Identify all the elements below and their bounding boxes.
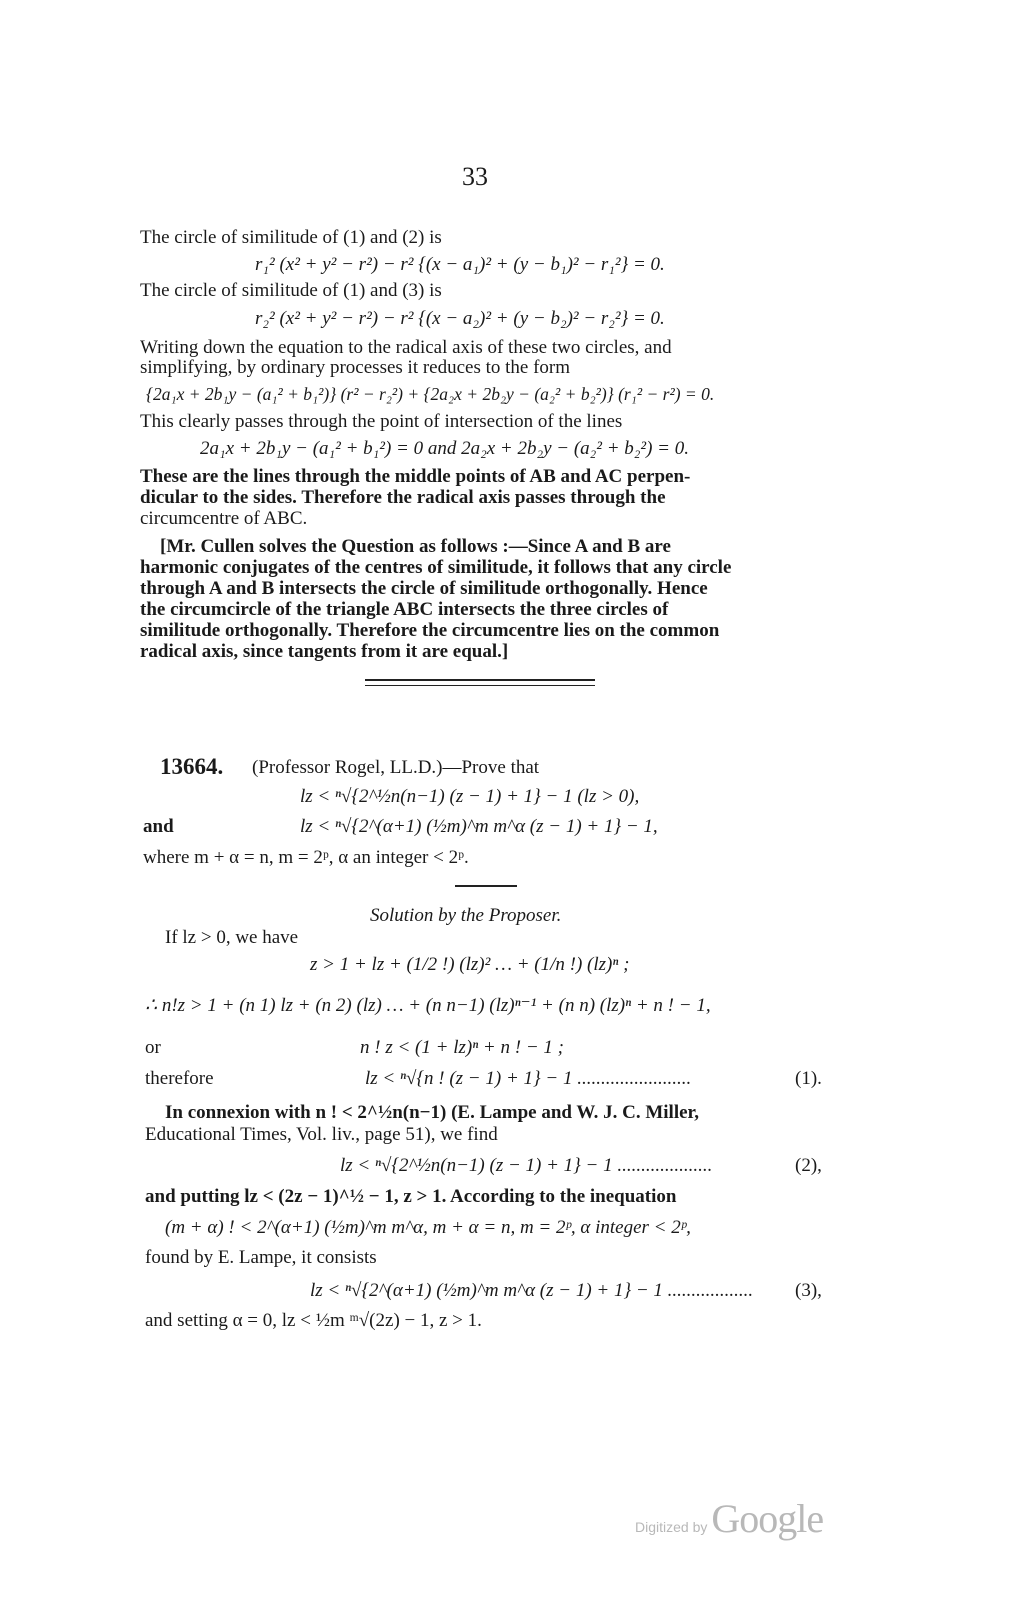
equation: lz < ⁿ√{2^(α+1) (½m)^m m^α (z − 1) + 1} − 1, bbox=[300, 816, 658, 837]
text-line: where m + α = n, m = 2ᵖ, α an integer < 2ᵖ. bbox=[143, 847, 469, 868]
equation: {2a₁x + 2b₁y − (a₁² + b₁²)} (r² − r₂²) + {2a₂x + 2b₂y − (a₂² + b₂²)} (r₁² − r²) = 0. bbox=[146, 384, 715, 404]
equation: ∴ n!z > 1 + (n 1) lz + (n 2) (lz) … + (n n−1) (lz)ⁿ⁻¹ + (n n) (lz)ⁿ + n ! − 1, bbox=[145, 995, 711, 1016]
equation: lz < ⁿ√{2^(α+1) (½m)^m m^α (z − 1) + 1} − 1 .................. bbox=[310, 1280, 754, 1301]
text-line: dicular to the sides. Therefore the radical axis passes through the bbox=[140, 487, 666, 508]
divider bbox=[455, 885, 517, 887]
equation: r₂² (x² + y² − r²) − r² {(x − a₂)² + (y − b₂)² − r₂²} = 0. bbox=[255, 308, 665, 329]
text-line: found by E. Lampe, it consists bbox=[145, 1247, 377, 1268]
solution-title: Solution by the Proposer. bbox=[370, 905, 562, 926]
question-number: 13664. bbox=[160, 754, 224, 779]
section-divider bbox=[365, 685, 595, 686]
page-number: 33 bbox=[462, 162, 488, 191]
section-divider bbox=[365, 679, 595, 681]
text-line: This clearly passes through the point of intersection of the lines bbox=[140, 411, 623, 432]
text-line: through A and B intersects the circle of similitude orthogonally. Hence bbox=[140, 578, 708, 599]
text-line: The circle of similitude of (1) and (3) is bbox=[140, 280, 442, 301]
equation-tag: (3), bbox=[795, 1280, 822, 1301]
text-line: radical axis, since tangents from it are equal.] bbox=[140, 641, 509, 662]
text-line: circumcentre of ABC. bbox=[140, 508, 308, 529]
text-line: the circumcircle of the triangle ABC intersects the three circles of bbox=[140, 599, 669, 620]
text-line: simplifying, by ordinary processes it reduces to the form bbox=[140, 357, 571, 378]
equation: lz < ⁿ√{n ! (z − 1) + 1} − 1 ........................ bbox=[365, 1068, 692, 1089]
equation: lz < ⁿ√{2^½n(n−1) (z − 1) + 1} − 1 .................... bbox=[340, 1155, 713, 1176]
equation: 2a₁x + 2b₁y − (a₁² + b₁²) = 0 and 2a₂x + 2b₂y − (a₂² + b₂²) = 0. bbox=[200, 438, 689, 459]
equation: z > 1 + lz + (1/2 !) (lz)² … + (1/n !) (lz)ⁿ ; bbox=[310, 954, 630, 975]
text-line: and bbox=[143, 816, 174, 837]
equation: r₁² (x² + y² − r²) − r² {(x − a₁)² + (y − b₁)² − r₁²} = 0. bbox=[255, 254, 665, 275]
text-line: If lz > 0, we have bbox=[165, 927, 299, 948]
text-line: Educational Times, Vol. liv., page 51), we find bbox=[145, 1124, 498, 1145]
text-line: The circle of similitude of (1) and (2) is bbox=[140, 227, 442, 248]
text-line: therefore bbox=[145, 1068, 214, 1089]
equation-tag: (1). bbox=[795, 1068, 822, 1089]
google-logo: Google bbox=[711, 1496, 824, 1541]
text-line: Writing down the equation to the radical axis of these two circles, and bbox=[140, 337, 672, 358]
text-line: similitude orthogonally. Therefore the circumcentre lies on the common bbox=[140, 620, 720, 641]
equation: n ! z < (1 + lz)ⁿ + n ! − 1 ; bbox=[360, 1037, 564, 1058]
equation-tag: (2), bbox=[795, 1155, 822, 1176]
text-line: [Mr. Cullen solves the Question as follows :—Since A and B are bbox=[160, 536, 671, 557]
text-line: and putting lz < (2z − 1)^½ − 1, z > 1. According to the inequation bbox=[145, 1186, 677, 1207]
text-line: harmonic conjugates of the centres of similitude, it follows that any circle bbox=[140, 557, 732, 578]
text-line: In connexion with n ! < 2^½n(n−1) (E. Lampe and W. J. C. Miller, bbox=[165, 1102, 699, 1123]
digitized-by-google-watermark bbox=[635, 1495, 823, 1542]
text-line: and setting α = 0, lz < ½m ᵐ√(2z) − 1, z > 1. bbox=[145, 1310, 482, 1331]
watermark-prefix: Digitized by bbox=[635, 1519, 708, 1535]
question-header: (Professor Rogel, LL.D.)—Prove that bbox=[252, 757, 540, 778]
text-line: or bbox=[145, 1037, 161, 1058]
text-line: These are the lines through the middle points of AB and AC perpen- bbox=[140, 466, 691, 487]
equation: (m + α) ! < 2^(α+1) (½m)^m m^α, m + α = n, m = 2ᵖ, α integer < 2ᵖ, bbox=[165, 1217, 691, 1238]
equation: lz < ⁿ√{2^½n(n−1) (z − 1) + 1} − 1 (lz > 0), bbox=[300, 786, 640, 807]
